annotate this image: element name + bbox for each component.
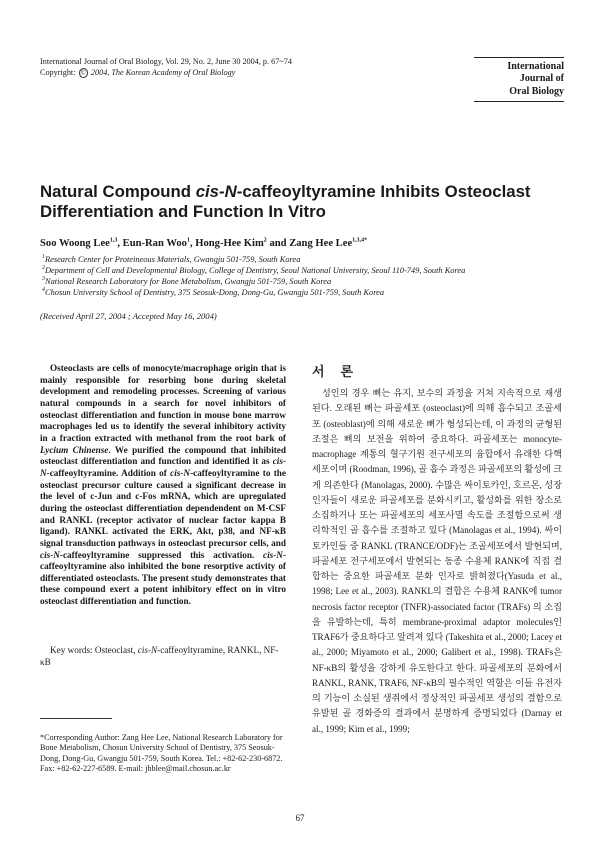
abstract [40,363,286,608]
abstract-italic: Lycium Chinense [40,444,109,455]
keywords-italic: cis-N [137,645,158,655]
keywords-text: -caffeoyltyramine, RANKL, NF-κB [40,645,279,667]
title-text: Natural Compound [40,182,196,201]
copyright-icon: © [80,69,86,77]
copyright-prefix: Copyright: [40,68,78,77]
article-title [40,182,560,221]
journal-name-line: Journal of [519,73,564,85]
author-sup-number: 1,3,4 [352,237,365,244]
abstract-text: -caffeoyltyramine suppressed this activation. [59,549,264,560]
abstract-text: -caffeoyltyramine. Addition of [46,467,171,478]
abstract-text: -caffeoyltyramine also inhibited the bone resorptive activity of differentiated osteoclasts. The present study demonstrates that these compound exert a potent inhibitory effect on in vitro osteoclast differentiation and function. [40,549,286,607]
affiliation-number: 1 [42,254,45,261]
affiliation-number: 3 [42,276,45,283]
affiliation [42,265,465,276]
footnote-rule [40,718,112,719]
author-affiliation-sup: 1 [186,237,190,244]
title-line2: Differentiation and Function In Vitro [40,201,326,221]
affiliation [42,287,384,298]
section-heading: 서론 [312,365,370,380]
author-affiliation-sup [352,237,367,243]
introduction-text: 성인의 경우 뼈는 유지, 보수의 과정을 거쳐 지속적으로 재생된다. 오래된 뼈는 파골세포 (osteoclast)에 의해 흡수되고 조골세포 (osteoblast)에 의해 새로운 뼈가 형성되는데, 이 과정의 균형된 조절은 뼈의 보전을 위하여 중요하다. 파골세포는 monocyte-macrophage 계통의 혈구기원 전구세포의 융합에서 유래한 다핵세포이며 (Roodman, 1996), 골 흡수 과정은 파골세포의 활성에 크게 의존한다 (Manolagas, 2000). 수많은 싸이토카인, 호르몬, 성장인자들이 새로운 파골세포를 분화시키고, 활성화를 위한 장소로 소집하거나 또는 파골세포의 세포사멸 속도를 조절함으로써 생리학적인 골 흡수를 조절하고 있다 (Manolagas et al., 1994). 싸이토카인들 중 RANKL (TRANCE/ODF)는 조골세포에서 발현되며, 파골세포 전구세포에서 발현되는 동종 수용체 RANK에 직접 결합하는 중요한 파골세포 분화 인자로 밝혀졌다(Yasuda et al., 1998; Lee et al., 2003). RANKL의 결합은 수용체 RANK에 tumor necrosis factor receptor (TNFR)-associated factor (TRAFs) 의 소집을 유발하는데, 특히 membrane-proximal adaptor molecules인 TRAF6가 중요하다고 알려져 있다 (Takeshita et al., 2000; Lacey et al., 2000; Miyamoto et al., 2000; Galibert et al., 1998). TRAFs은 NF-κB의 활성을 강하게 유도한다고 한다. 파골세포의 분화에서 RANKL, RANK, TRAF6, NF-κB의 필수적인 역할은 이들 유전자의 기능이 소실된 생쥐에서 정상적인 파골세포 생성의 결함으로 유발된 골 경화증의 결과에서 분명하게 증명되었다 (Darnay et al., 1999; Kim et al., 1999; [312,388,562,734]
author-separator: , [189,238,196,249]
author-separator: and [266,238,290,249]
abstract-italic: cis-N [170,467,191,478]
author-name: Eun-Ran Woo [122,238,187,249]
abstract-text: . We purified the compound that inhibited osteoclast differentiation and function and identified it as [40,444,286,467]
keywords [40,645,286,668]
page-number: 67 [295,813,305,823]
affiliation-text: Chosun University School of Dentistry, 375 Seosuk-Dong, Dong-Gu, Gwangju 501-759, South Korea [45,288,385,297]
copyright-text: 2004, The Korean Academy of Oral Biology [88,68,236,77]
title-italic: cis-N [195,182,237,201]
corresponding-author-footnote: *Corresponding Author: Zang Hee Lee, National Research Laboratory for Bone Metabolism, Chosun University School of Dentistry, 375 Seosuk-Dong, Dong-Gu, Gwangju 501-759, South Korea. Tel.: +82-62-230-6872. Fax: +82-62-227-6589. E-mail: jhblee@mail.chosun.ac.kr [40,733,283,773]
journal-name-line: Oral Biology [509,85,564,97]
copyright-line [40,68,235,79]
abstract-text: -caffeoyltyramine to the osteoclast precursor culture caused a significant decrease in the level of c-Jun and c-Fos mRNA, which are upregulated during the osteoclast differentiation dependendent on M-CSF and RANKL (receptor activator of nuclear factor kappa B ligand). RANKL activated the ERK, Akt, p38, and NF-κB signal transduction pathways in osteoclast precursor cells, and [40,467,286,548]
keywords-label: Key words: [50,645,93,655]
author-name: Soo Woong Lee [40,238,110,249]
author-name: Hong-Hee Kim [195,238,264,249]
keywords-text: Osteoclast, [92,645,138,655]
affiliation-number: 4 [42,287,45,294]
affiliation [42,276,331,287]
abstract-italic: cis-N [40,549,60,560]
journal-citation: International Journal of Oral Biology, Vol. 29, No. 2, June 30 2004, p. 67~74 [40,57,292,66]
author-affiliation-sup: 2 [263,237,267,244]
author-affiliation-sup: 1,3 [109,237,118,244]
received-dates: (Received April 27, 2004 ; Accepted May 16, 2004) [40,311,217,321]
affiliation [42,254,300,265]
affiliation-text: Department of Cell and Developmental Biology, College of Dentistry, Seoul National University, Seoul 110-749, South Korea [45,266,466,275]
affiliation-text: Research Center for Proteineous Materials, Gwangju 501-759, South Korea [45,255,301,264]
journal-name-line: International [507,61,564,72]
journal-name-box [474,57,564,102]
title-text: -caffeoyltyramine Inhibits Osteoclast [236,182,531,201]
abstract-text: Osteoclasts are cells of monocyte/macrophage origin that is mainly responsible for resorbing bone during skeletal development and remodeling processes. Screening of various natural compounds in a search for novel inhibitors of osteoclast differentiation and function in mouse bone marrow macrophages led us to identify the several inhibitory activity in a fraction extracted with methanol from the root bark of [40,363,286,443]
affiliation-number: 2 [42,265,45,272]
author-name: Zang Hee Lee [289,238,353,249]
abstract-italic: cis-N [263,549,283,560]
author-list [40,238,367,249]
author-separator: , [117,238,123,249]
abstract-italic: cis-N [40,456,286,478]
corresponding-star: * [364,237,368,244]
affiliation-text: National Research Laboratory for Bone Metabolism, Gwangju 501-759, South Korea [45,277,332,286]
